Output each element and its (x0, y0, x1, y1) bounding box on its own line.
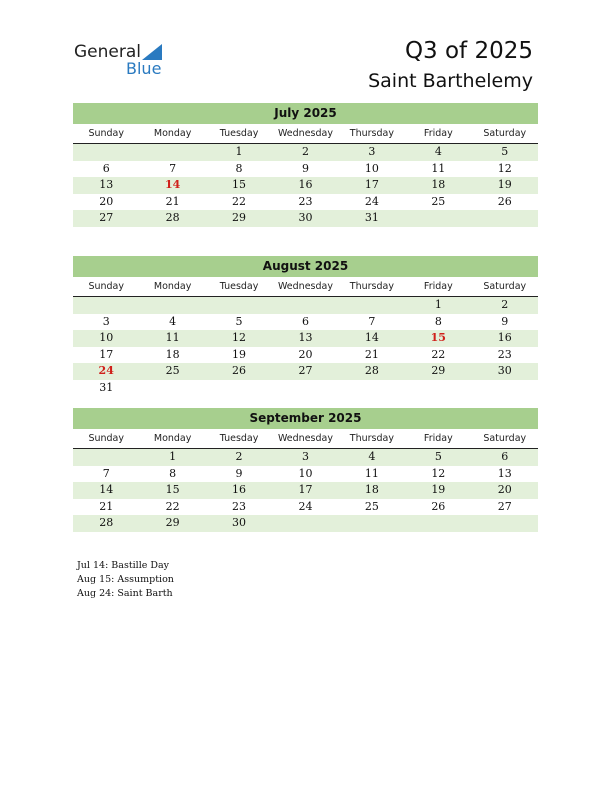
day-cell: 30 (232, 516, 247, 529)
day-cell: 7 (169, 161, 177, 175)
day-cell: 1 (235, 145, 243, 158)
holiday-note: Jul 14: Bastille Day (77, 560, 170, 571)
logo-triangle-icon (142, 44, 162, 60)
day-cell: 11 (364, 466, 379, 480)
day-cell (339, 380, 405, 397)
day-cell (272, 297, 338, 314)
week-row (73, 194, 538, 211)
page-title: Q3 of 2025 (404, 38, 533, 64)
holiday-note: Aug 24: Saint Barth (77, 588, 173, 599)
day-cell: 5 (434, 450, 442, 463)
weekday-label: Tuesday (219, 128, 259, 139)
day-cell: 6 (301, 314, 309, 328)
day-cell: 12 (232, 331, 247, 344)
day-cell: 12 (431, 466, 446, 480)
weekday-label: Monday (153, 128, 192, 139)
day-cell: 13 (298, 331, 313, 344)
weekday-label: Sunday (88, 433, 124, 444)
day-cell: 26 (431, 499, 446, 513)
day-cell: 15 (232, 178, 247, 191)
day-cell (405, 515, 471, 532)
day-cell (472, 210, 538, 227)
weekday-label: Wednesday (277, 433, 333, 444)
weekday-label: Friday (423, 433, 453, 444)
day-cell: 9 (301, 161, 309, 175)
weekday-label: Friday (423, 281, 453, 292)
day-cell: 19 (431, 483, 446, 496)
day-cell: 16 (232, 483, 247, 496)
day-cell: 15 (165, 483, 180, 496)
day-cell (206, 297, 272, 314)
day-cell: 25 (165, 364, 180, 377)
day-cell (272, 515, 338, 532)
day-cell (339, 515, 405, 532)
day-cell: 28 (99, 516, 114, 529)
day-cell: 9 (501, 314, 509, 328)
week-row (73, 210, 538, 227)
weekday-label: Saturday (483, 281, 527, 292)
weekday-label: Tuesday (219, 281, 259, 292)
month-title: September 2025 (73, 408, 538, 429)
weekday-label: Wednesday (277, 128, 333, 139)
day-cell: 26 (497, 194, 512, 208)
day-cell: 3 (102, 314, 110, 328)
day-cell: 31 (99, 380, 114, 394)
day-cell: 31 (364, 211, 379, 224)
week-row (73, 161, 538, 178)
logo-text-general: General (74, 42, 141, 62)
day-cell: 17 (364, 178, 379, 191)
day-cell: 24 (364, 194, 379, 208)
day-cell: 19 (497, 178, 512, 191)
month-calendar (73, 103, 538, 227)
week-row (73, 515, 538, 532)
weekday-label: Wednesday (277, 281, 333, 292)
weekday-label: Thursday (349, 433, 394, 444)
day-cell: 18 (364, 483, 379, 496)
week-row (73, 466, 538, 483)
weekday-label: Saturday (483, 128, 527, 139)
day-cell: 1 (434, 298, 442, 311)
day-cell: 21 (165, 194, 180, 208)
day-cell: 19 (232, 347, 247, 361)
day-cell: 5 (235, 314, 243, 328)
day-cell: 24 (298, 499, 313, 513)
day-cell: 22 (232, 194, 247, 208)
day-cell (405, 210, 471, 227)
day-cell: 13 (497, 466, 512, 480)
holiday-day-cell: 15 (430, 331, 446, 344)
day-cell: 21 (99, 499, 114, 513)
day-cell (73, 297, 139, 314)
day-cell (472, 515, 538, 532)
day-cell: 9 (235, 466, 243, 480)
day-cell: 25 (431, 194, 446, 208)
day-cell: 13 (99, 178, 114, 191)
day-cell: 27 (298, 364, 313, 377)
week-row (73, 330, 538, 347)
day-cell: 27 (497, 499, 512, 513)
day-cell: 7 (368, 314, 376, 328)
day-cell: 2 (301, 145, 309, 158)
holiday-day-cell: 24 (98, 364, 114, 377)
day-cell: 18 (165, 347, 180, 361)
day-cell: 6 (501, 450, 509, 463)
holiday-day-cell: 14 (164, 178, 181, 191)
day-cell: 21 (364, 347, 379, 361)
month-calendar (73, 408, 538, 532)
week-row (73, 482, 538, 499)
day-cell: 17 (298, 483, 313, 496)
week-row (73, 363, 538, 380)
day-cell (73, 144, 139, 161)
day-cell: 1 (169, 450, 177, 463)
day-cell: 29 (431, 364, 446, 377)
day-cell: 28 (165, 211, 180, 224)
day-cell: 10 (298, 466, 313, 480)
day-cell: 4 (169, 314, 177, 328)
day-cell: 8 (434, 314, 442, 328)
day-cell: 10 (364, 161, 379, 175)
weekday-label: Sunday (88, 128, 124, 139)
day-cell: 27 (99, 211, 114, 224)
day-cell: 22 (431, 347, 446, 361)
day-cell (206, 380, 272, 397)
day-cell: 28 (364, 364, 379, 377)
weekday-label: Tuesday (219, 433, 259, 444)
day-cell: 22 (165, 499, 180, 513)
day-cell: 8 (169, 466, 177, 480)
day-cell: 5 (501, 145, 509, 158)
logo-text-blue: Blue (126, 59, 162, 78)
day-cell: 23 (497, 347, 512, 361)
day-cell (139, 144, 205, 161)
day-cell: 14 (364, 331, 379, 344)
week-row (73, 144, 538, 161)
day-cell: 18 (431, 178, 446, 191)
week-row (73, 499, 538, 516)
day-cell: 17 (99, 347, 114, 361)
day-cell: 8 (235, 161, 243, 175)
week-row (73, 449, 538, 466)
day-cell: 2 (235, 450, 243, 463)
weekday-label: Friday (423, 128, 453, 139)
day-cell: 20 (497, 483, 512, 496)
day-cell: 11 (431, 161, 446, 175)
month-title: July 2025 (73, 103, 538, 124)
holiday-notes (77, 559, 174, 601)
week-row (73, 177, 538, 194)
day-cell: 16 (497, 331, 512, 344)
month-calendar (73, 256, 538, 396)
day-cell: 4 (368, 450, 376, 463)
day-cell: 16 (298, 178, 313, 191)
week-row (73, 380, 538, 397)
day-cell: 26 (232, 364, 247, 377)
day-cell: 4 (434, 145, 442, 158)
month-title: August 2025 (73, 256, 538, 277)
weekday-label: Monday (153, 433, 192, 444)
generalblue-logo (74, 42, 174, 78)
weekday-label: Saturday (483, 433, 527, 444)
day-cell (272, 380, 338, 397)
day-cell: 23 (232, 499, 247, 513)
week-row (73, 314, 538, 331)
day-cell (139, 380, 205, 397)
day-cell: 29 (232, 211, 247, 224)
day-cell: 11 (165, 331, 180, 344)
day-cell: 30 (497, 364, 512, 377)
page-subtitle: Saint Barthelemy (368, 70, 533, 92)
day-cell: 3 (301, 450, 309, 463)
day-cell (73, 449, 139, 466)
day-cell (339, 297, 405, 314)
day-cell: 7 (102, 466, 110, 480)
weekday-label: Sunday (88, 281, 124, 292)
week-row (73, 347, 538, 364)
day-cell: 14 (99, 483, 114, 496)
day-cell: 29 (165, 516, 180, 529)
day-cell: 10 (99, 331, 114, 344)
day-cell: 20 (99, 194, 114, 208)
weekday-header-row (73, 429, 538, 449)
weekday-header-row (73, 124, 538, 144)
day-cell: 12 (497, 161, 512, 175)
day-cell: 2 (501, 298, 509, 311)
day-cell: 23 (298, 194, 313, 208)
day-cell: 20 (298, 347, 313, 361)
weekday-label: Monday (153, 281, 192, 292)
day-cell (139, 297, 205, 314)
weekday-label: Thursday (349, 128, 394, 139)
week-row (73, 297, 538, 314)
day-cell: 3 (368, 145, 376, 158)
day-cell (405, 380, 471, 397)
day-cell (472, 380, 538, 397)
day-cell: 30 (298, 211, 313, 224)
day-cell: 25 (364, 499, 379, 513)
day-cell: 6 (102, 161, 110, 175)
weekday-header-row (73, 277, 538, 297)
weekday-label: Thursday (349, 281, 394, 292)
holiday-note: Aug 15: Assumption (77, 574, 174, 585)
